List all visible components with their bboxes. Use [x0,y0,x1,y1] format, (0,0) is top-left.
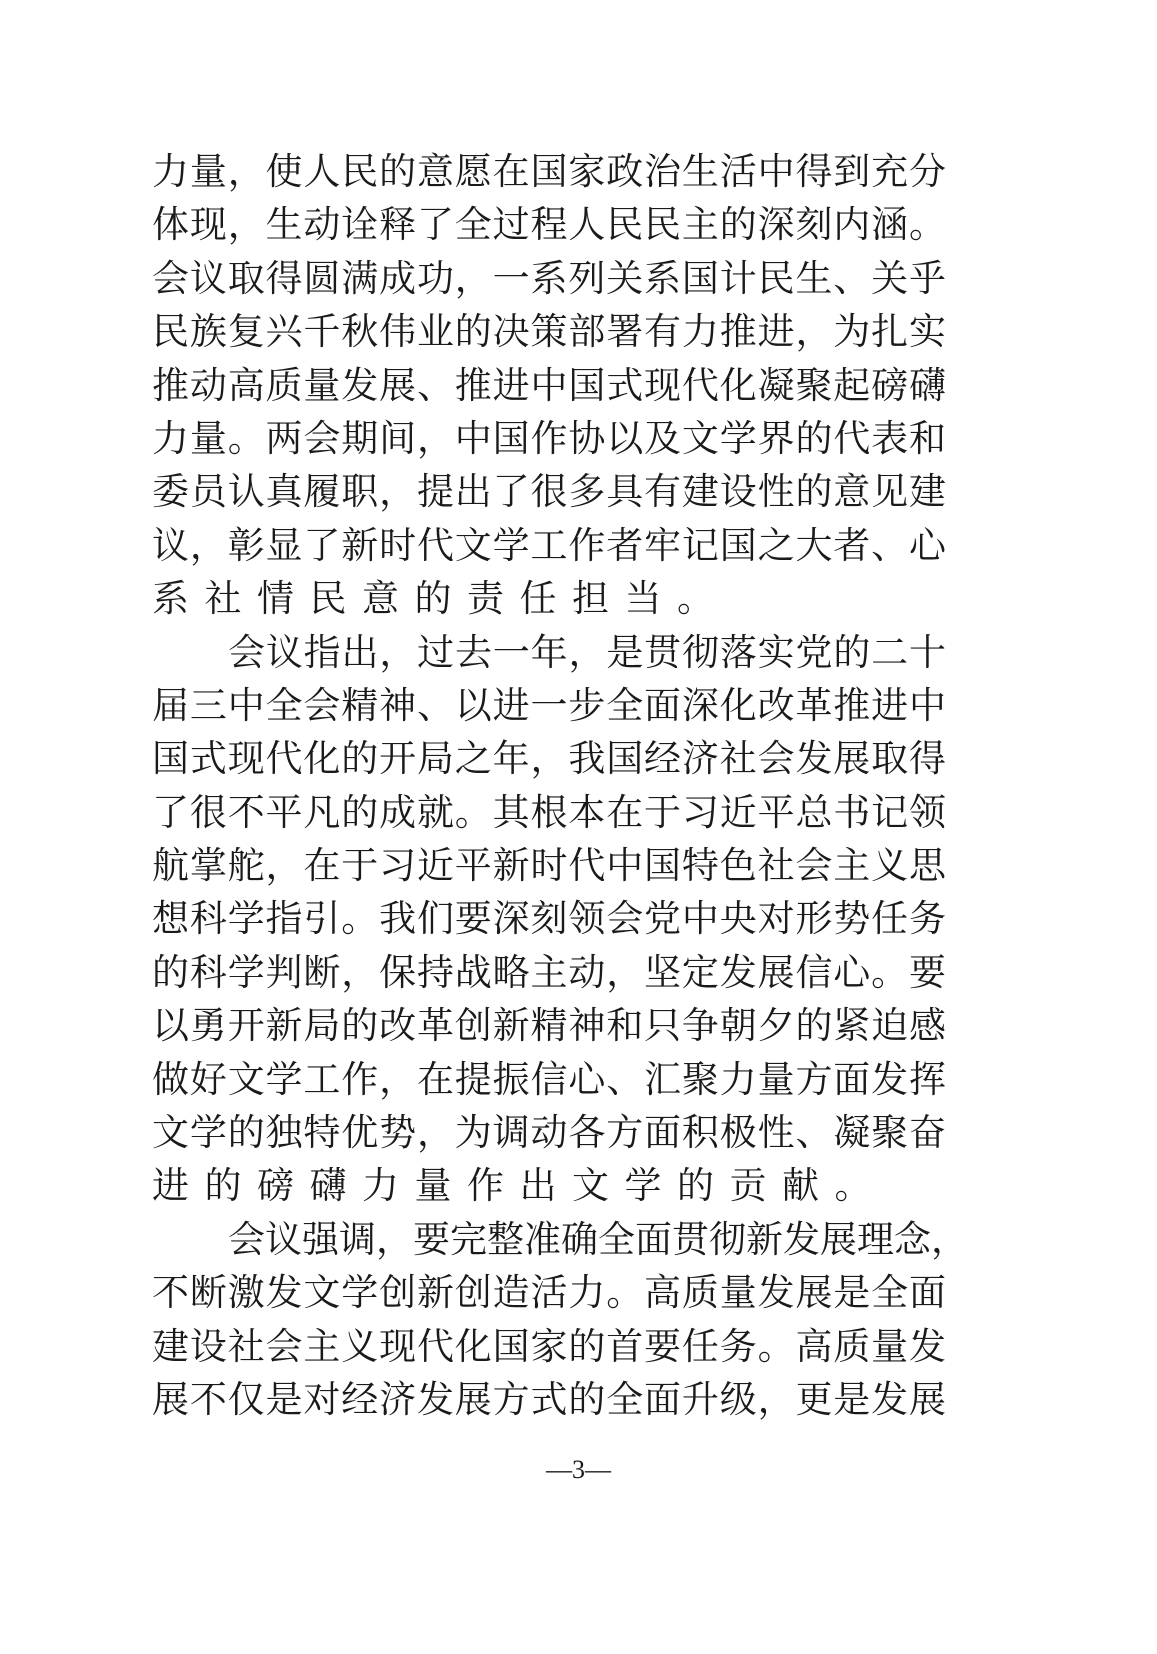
paragraph-1 [152,145,946,626]
text-line: 航掌舵，在于习近平新时代中国特色社会主义思 [152,844,946,888]
text-line: 会议指出，过去一年，是贯彻落实党的二十 [228,630,946,674]
text-line: 展不仅是对经济发展方式的全面升级，更是发展 [152,1377,946,1421]
text-line: 体现，生动诠释了全过程人民民主的深刻内涵。 [152,203,946,247]
text-line: 力量。两会期间，中国作协以及文学界的代表和 [152,416,946,460]
text-line: 民族复兴千秋伟业的决策部署有力推进，为扎实 [152,310,946,354]
text-line: 委员认真履职，提出了很多具有建设性的意见建 [152,470,946,514]
text-line: 议，彰显了新时代文学工作者牢记国之大者、心 [152,523,946,567]
text-line: 会议取得圆满成功，一系列关系国计民生、关乎 [152,256,946,300]
text-line: 系社情民意的责任担当。 [152,577,730,621]
text-line: 会议强调，要完整准确全面贯彻新发展理念， [228,1217,968,1261]
text-line: 想科学指引。我们要深刻领会党中央对形势任务 [152,897,946,941]
text-line: 国式现代化的开局之年，我国经济社会发展取得 [152,737,946,781]
body-text [152,145,968,1426]
text-line: 推动高质量发展、推进中国式现代化凝聚起磅礴 [152,363,946,407]
paragraph-2 [152,626,946,1213]
text-line: 做好文学工作，在提振信心、汇聚力量方面发挥 [152,1057,946,1101]
text-line: 以勇开新局的改革创新精神和只争朝夕的紧迫感 [152,1004,946,1048]
text-line: 了很不平凡的成就。其根本在于习近平总书记领 [152,790,946,834]
page-number: —3— [546,1455,611,1484]
text-line: 届三中全会精神、以进一步全面深化改革推进中 [152,683,946,727]
text-line: 的科学判断，保持战略主动，坚定发展信心。要 [152,950,946,994]
paragraph-3 [152,1213,968,1427]
text-line: 进的磅礴力量作出文学的贡献。 [152,1164,887,1208]
text-line: 建设社会主义现代化国家的首要任务。高质量发 [152,1324,946,1368]
text-line: 不断激发文学创新创造活力。高质量发展是全面 [152,1271,946,1315]
text-line: 文学的独特优势，为调动各方面积极性、凝聚奋 [152,1111,946,1155]
text-line: 力量，使人民的意愿在国家政治生活中得到充分 [152,150,946,193]
